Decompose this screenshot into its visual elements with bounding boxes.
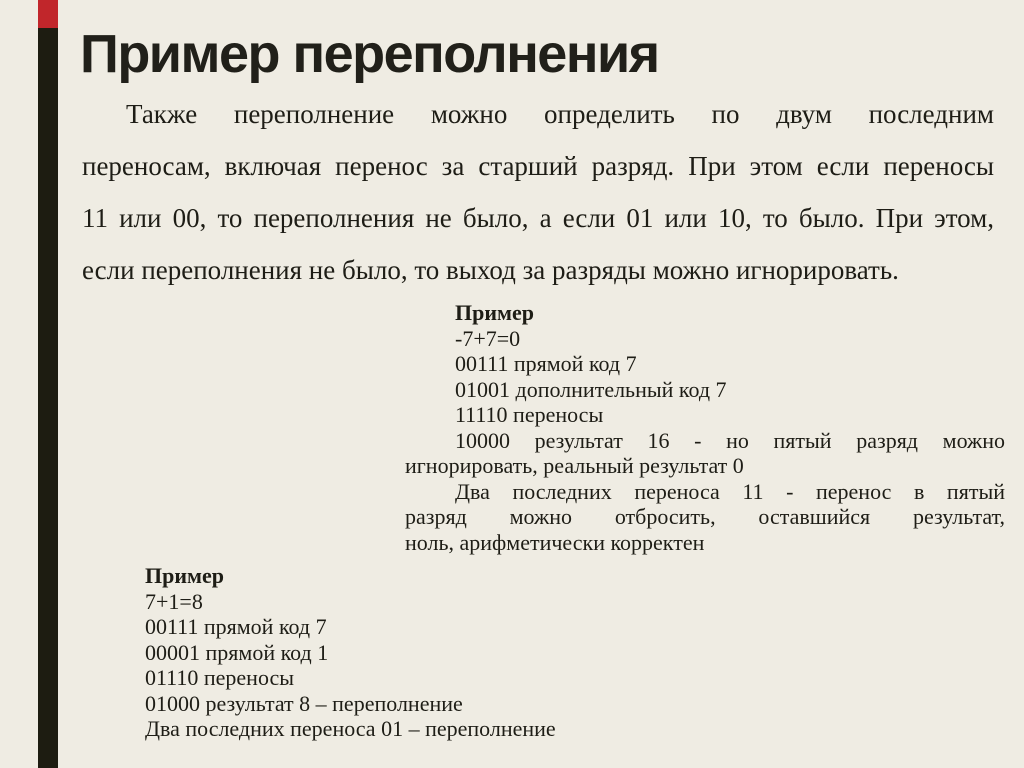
example-line: игнорировать, реальный результат 0 [405,453,744,478]
slide-title: Пример переполнения [80,24,659,84]
example-line: разряд можно отбросить, оставшийся результат, [405,504,1005,529]
example-line: 00001 прямой код 1 [145,639,329,665]
paragraph-line: переносам, включая перенос за старший разряд. При этом если переносы [82,151,994,181]
example-line: 00111 прямой код 7 [455,351,637,376]
body-paragraph [82,88,994,296]
left-accent-bar [38,0,58,768]
example-heading: Пример [455,300,535,325]
paragraph-line: если переполнения не было, то выход за разряды можно игнорировать. [82,255,899,285]
example-line: ноль, арифметически корректен [405,529,705,555]
example-line: 10000 результат 16 - но пятый разряд можно [455,427,1005,453]
example-line: 01110 переносы [145,665,295,690]
example-block-left [145,563,705,742]
example-line: -7+7=0 [455,325,521,351]
example-heading: Пример [145,563,225,588]
example-line: 7+1=8 [145,588,203,614]
example-block-right [405,300,1005,555]
example-line: 01001 дополнительный код 7 [455,376,727,402]
example-line: Два последних переноса 01 – переполнение [145,716,556,741]
example-line: 00111 прямой код 7 [145,614,327,639]
paragraph-line: 11 или 00, то переполнения не было, а если 01 или 10, то было. При этом, [82,203,994,233]
example-line: 11110 переносы [455,402,604,427]
paragraph-line: Также переполнение можно определить по двум последним [126,99,994,129]
example-line: Два последних переноса 11 - перенос в пятый [455,478,1005,504]
example-line: 01000 результат 8 – переполнение [145,690,463,716]
left-accent-red-cap [38,0,58,28]
